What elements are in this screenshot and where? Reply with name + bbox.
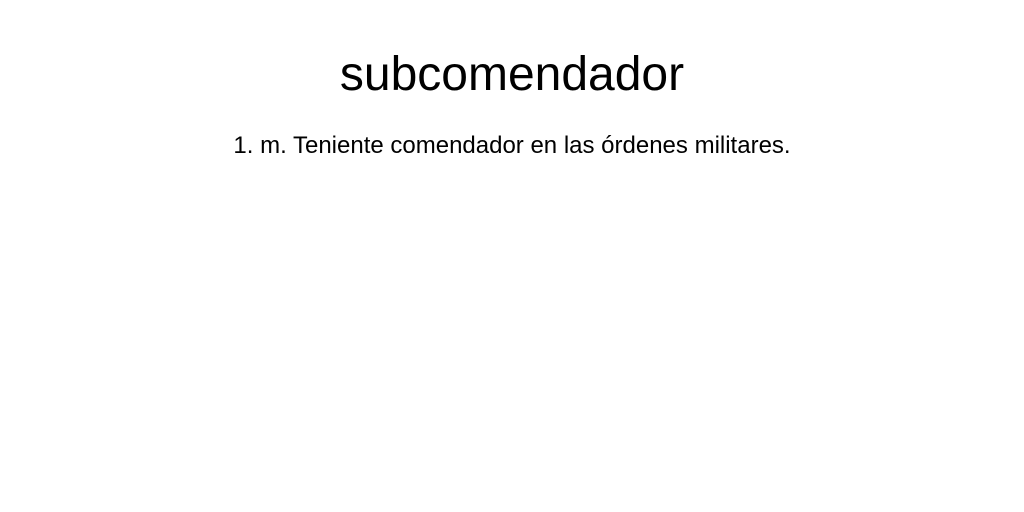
headword: subcomendador (339, 48, 685, 101)
definition-1: 1. m. Teniente comendador en las órdenes militares. (233, 132, 791, 159)
